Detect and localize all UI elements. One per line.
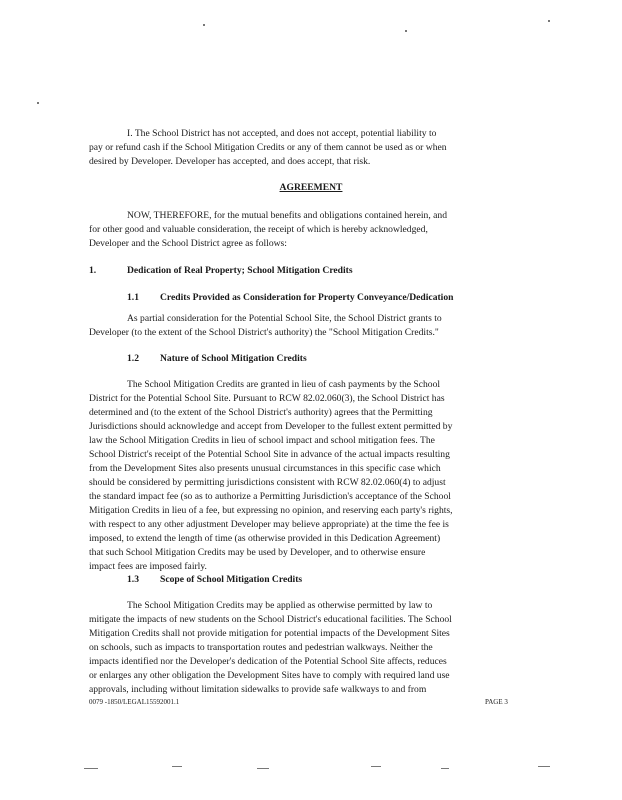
s1-2-line-5: law the School Mitigation Credits in lieu of school impact and school mitigation fees. The [89, 435, 435, 446]
recital-line-2: for other good and valuable consideration, the receipt of which is hereby acknowledged, [89, 224, 428, 235]
section-1-3-number: 1.3 [127, 574, 139, 585]
scan-speck [172, 766, 182, 767]
s1-2-line-7: from the Development Sites also presents unusual circumstances in this specific case which [89, 463, 441, 474]
section-1-1-title: Credits Provided as Consideration for Property Conveyance/Dedication [160, 292, 454, 303]
recital-line-1: NOW, THEREFORE, for the mutual benefits and obligations contained herein, and [127, 210, 447, 221]
s1-2-line-1: The School Mitigation Credits are granted in lieu of cash payments by the School [127, 379, 441, 390]
s1-3-line-4: on schools, such as impacts to transportation routes and pedestrian walkways. Neither the [89, 642, 433, 653]
scan-speck [548, 20, 550, 22]
section-1-3-title: Scope of School Mitigation Credits [160, 574, 303, 585]
s1-3-line-5: impacts identified nor the Developer's dedication of the Potential School Site affects, reduces [89, 656, 447, 667]
s1-2-line-13: that such School Mitigation Credits may be used by Developer, and to otherwise ensure [89, 547, 426, 558]
section-1-1-number: 1.1 [127, 292, 139, 303]
s1-2-line-4: Jurisdictions should acknowledge and accept from Developer to the fullest extent permitted by [89, 421, 453, 432]
s1-2-line-12: imposed, to extend the length of time (as otherwise provided in this Dedication Agreement) [89, 533, 441, 544]
s1-2-line-2: District for the Potential School Site. Pursuant to RCW 82.02.060(3), the School District has [89, 393, 445, 404]
agreement-heading: AGREEMENT [279, 182, 343, 193]
section-1-number: 1. [89, 265, 97, 276]
s1-1-line-2: Developer (to the extent of the School District's authority) the "School Mitigation Credits." [89, 327, 439, 338]
para-i-line-1: I. The School District has not accepted, and does not accept, potential liability to [127, 128, 437, 139]
s1-3-line-3: Mitigation Credits shall not provide mitigation for potential impacts of the Development Sites [89, 628, 450, 639]
s1-2-line-11: with respect to any other adjustment Developer may believe appropriate) at the time the fee is [89, 519, 449, 530]
s1-2-line-10: Mitigation Credits in lieu of a fee, but expressing no opinion, and reserving each party's rights, [89, 505, 453, 516]
scan-speck [441, 768, 449, 769]
s1-3-line-2: mitigate the impacts of new students on the School District's educational facilities. The School [89, 614, 452, 625]
scan-speck [405, 30, 407, 32]
scan-speck [538, 766, 550, 767]
section-1-2-title: Nature of School Mitigation Credits [160, 353, 307, 364]
para-i-line-2: pay or refund cash if the School Mitigation Credits or any of them cannot be used as or when [89, 142, 447, 153]
scan-speck [257, 768, 269, 769]
footer-page-number: PAGE 3 [485, 698, 508, 706]
scan-speck [84, 768, 98, 769]
s1-3-line-6: or enlarges any other obligation the Development Sites have to comply with required land use [89, 670, 450, 681]
s1-2-line-3: determined and (to the extent of the School District's authority) agrees that the Permitting [89, 407, 433, 418]
s1-3-line-1: The School Mitigation Credits may be applied as otherwise permitted by law to [127, 600, 433, 611]
s1-2-line-6: School District's receipt of the Potential School Site in advance of the actual impacts resulting [89, 449, 450, 460]
s1-2-line-14: impact fees are imposed fairly. [89, 561, 207, 572]
para-i-line-3: desired by Developer. Developer has accepted, and does accept, that risk. [89, 156, 371, 167]
footer-doc-id: 0079 -1850/LEGAL15592001.1 [89, 698, 180, 706]
s1-3-line-7: approvals, including without limitation sidewalks to provide safe walkways to and from [89, 684, 427, 695]
s1-2-line-9: the standard impact fee (so as to authorize a Permitting Jurisdiction's acceptance of the School [89, 491, 451, 502]
s1-2-line-8: should be considered by permitting jurisdictions consistent with RCW 82.02.060(4) to adjust [89, 477, 446, 488]
s1-1-line-1: As partial consideration for the Potential School Site, the School District grants to [127, 313, 442, 324]
scan-speck [203, 24, 205, 26]
recital-line-3: Developer and the School District agree as follows: [89, 238, 287, 249]
scan-speck [371, 766, 381, 767]
scan-speck [37, 102, 39, 104]
section-1-2-number: 1.2 [127, 353, 139, 364]
section-1-title: Dedication of Real Property; School Mitigation Credits [127, 265, 353, 276]
